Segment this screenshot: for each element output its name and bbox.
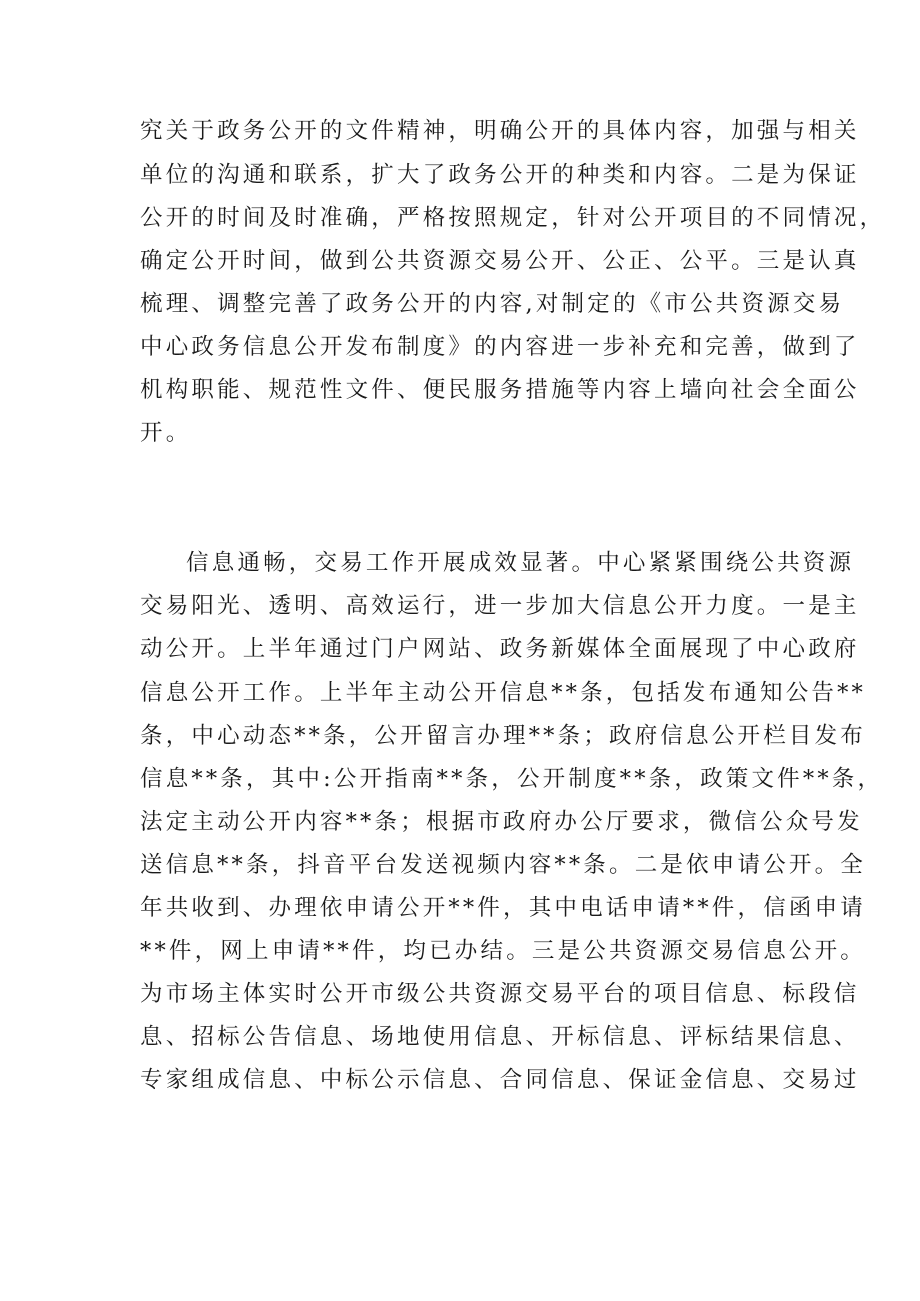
paragraph-1-line-6: 中心政务信息公开发布制度》的内容进一步补充和完善，做到了 xyxy=(140,334,860,360)
paragraph-2-line-1: 信息通畅，交易工作开展成效显著。中心紧紧围绕公共资源 xyxy=(186,550,855,576)
paragraph-1-line-4: 确定公开时间，做到公共资源交易公开、公正、公平。三是认真 xyxy=(140,248,860,274)
paragraph-2-line-3: 动公开。上半年通过门户网站、政务新媒体全面展现了中心政府 xyxy=(140,636,860,662)
paragraph-2-line-2: 交易阳光、透明、高效运行，进一步加大信息公开力度。一是主 xyxy=(140,593,860,619)
paragraph-2-line-4: 信息公开工作。上半年主动公开信息**条，包括发布通知公告** xyxy=(140,680,867,706)
paragraph-2-line-6: 信息**条，其中:公开指南**条，公开制度**条，政策文件**条， xyxy=(140,766,884,792)
paragraph-1-line-8: 开。 xyxy=(140,420,192,446)
paragraph-1-line-5: 梳理、调整完善了政务公开的内容,对制定的《市公共资源交易 xyxy=(140,291,845,317)
paragraph-1-line-7: 机构职能、规范性文件、便民服务措施等内容上墙向社会全面公 xyxy=(140,377,860,403)
paragraph-2-line-12: 息、招标公告信息、场地使用信息、开标信息、评标结果信息、 xyxy=(140,1024,860,1050)
paragraph-2-line-5: 条，中心动态**条，公开留言办理**条；政府信息公开栏目发布 xyxy=(140,723,867,749)
paragraph-2-line-13: 专家组成信息、中标公示信息、合同信息、保证金信息、交易过 xyxy=(140,1067,860,1093)
paragraph-2-line-9: 年共收到、办理依申请公开**件，其中电话申请**件，信函申请 xyxy=(140,895,867,921)
paragraph-1-line-2: 单位的沟通和联系，扩大了政务公开的种类和内容。二是为保证 xyxy=(140,162,860,188)
paragraph-2-line-8: 送信息**条，抖音平台发送视频内容**条。二是依申请公开。全 xyxy=(140,852,867,878)
paragraph-1-line-3: 公开的时间及时准确，严格按照规定，针对公开项目的不同情况， xyxy=(140,205,886,231)
paragraph-2-line-10: **件，网上申请**件，均已办结。三是公共资源交易信息公开。 xyxy=(140,938,867,964)
paragraph-2-line-7: 法定主动公开内容**条；根据市政府办公厅要求，微信公众号发 xyxy=(140,809,863,835)
paragraph-2-line-11: 为市场主体实时公开市级公共资源交易平台的项目信息、标段信 xyxy=(140,981,860,1007)
paragraph-1-line-1: 究关于政务公开的文件精神，明确公开的具体内容，加强与相关 xyxy=(140,118,860,144)
